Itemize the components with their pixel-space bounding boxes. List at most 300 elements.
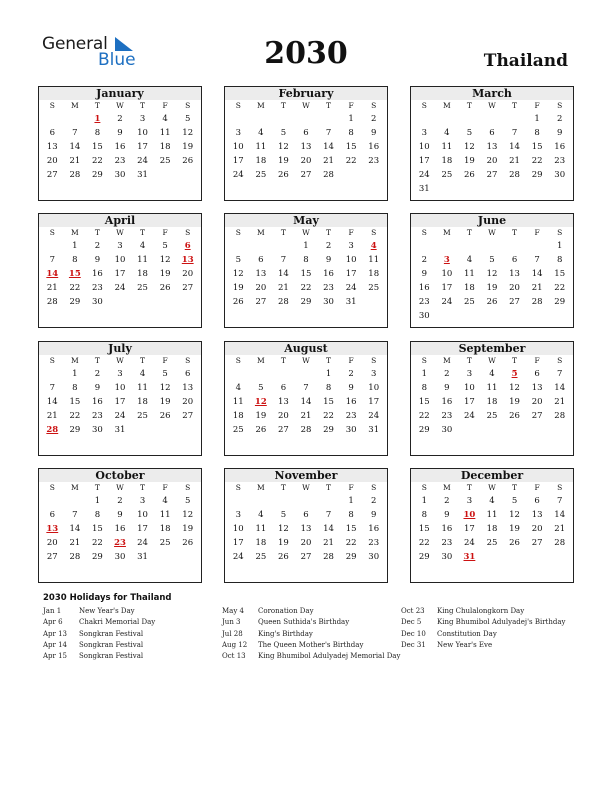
month-title: April [39, 214, 201, 227]
holiday-name: New Year's Eve [437, 640, 493, 649]
day-cell: 22 [418, 411, 430, 421]
day-cell: 20 [255, 283, 267, 293]
day-cell: 14 [531, 269, 543, 279]
day-cell: 17 [232, 538, 244, 548]
day-cell: 22 [531, 156, 543, 166]
empty-cell [64, 112, 87, 126]
weekday-label: F [534, 483, 540, 492]
weekday-label: S [371, 101, 377, 110]
weekday-header [39, 227, 201, 239]
empty-cell [227, 239, 250, 253]
holiday-entry [401, 617, 581, 628]
day-cell: 17 [114, 269, 126, 279]
day-cell: 3 [421, 128, 427, 138]
day-cell: 30 [323, 297, 334, 307]
empty-cell [317, 112, 340, 126]
weekday-label: S [371, 483, 377, 492]
day-cell: 16 [441, 397, 453, 407]
day-cell: 27 [300, 170, 312, 180]
day-cell: 7 [534, 255, 540, 265]
day-cell: 7 [49, 255, 55, 265]
month-july [38, 341, 202, 456]
day-cell: 6 [258, 255, 264, 265]
day-cell: 3 [235, 510, 241, 520]
holiday-day-cell: 1 [94, 114, 101, 124]
day-cell: 19 [486, 283, 498, 293]
empty-cell [41, 112, 64, 126]
day-cell: 20 [300, 538, 312, 548]
weekday-label: S [49, 101, 55, 110]
day-cell: 13 [46, 142, 58, 152]
day-cell: 21 [531, 283, 543, 293]
day-cell: 24 [368, 411, 380, 421]
day-cell: 5 [489, 255, 495, 265]
holiday-date: Jan 1 [43, 607, 62, 615]
day-cell: 19 [232, 283, 244, 293]
month-october [38, 468, 202, 583]
day-cell: 29 [92, 552, 103, 562]
day-cell: 2 [117, 114, 123, 124]
day-cell: 9 [556, 128, 563, 138]
day-cell: 7 [556, 496, 563, 506]
weekday-label: T [466, 356, 472, 365]
weekday-label: T [326, 101, 332, 110]
day-grid [225, 239, 387, 309]
weekday-header [39, 355, 201, 367]
day-cell: 19 [278, 156, 289, 166]
day-cell: 3 [139, 496, 146, 506]
day-cell: 7 [49, 383, 55, 393]
day-cell: 18 [486, 397, 498, 407]
day-cell: 7 [303, 383, 309, 393]
weekday-label: S [235, 228, 241, 237]
weekday-header [411, 355, 573, 367]
weekday-label: F [348, 356, 354, 365]
day-cell: 5 [162, 241, 168, 251]
day-cell: 17 [464, 397, 475, 407]
day-cell: 13 [509, 269, 520, 279]
day-cell: 1 [534, 114, 540, 124]
day-cell: 8 [94, 128, 101, 138]
day-cell: 11 [159, 510, 171, 520]
day-cell: 30 [441, 552, 453, 562]
day-cell: 14 [554, 510, 566, 520]
day-cell: 28 [554, 411, 566, 421]
day-cell: 17 [232, 156, 244, 166]
weekday-header [411, 482, 573, 494]
day-cell: 6 [534, 369, 540, 379]
weekday-label: S [235, 101, 241, 110]
holiday-date: Oct 23 [401, 607, 425, 615]
day-cell: 31 [137, 170, 148, 180]
empty-cell [250, 367, 273, 381]
weekday-label: W [488, 356, 496, 365]
day-cell: 4 [258, 128, 264, 138]
day-cell: 25 [486, 411, 498, 421]
day-cell: 1 [421, 369, 427, 379]
day-cell: 22 [345, 156, 357, 166]
day-cell: 8 [421, 510, 427, 520]
weekday-label: T [140, 483, 146, 492]
month-june [410, 213, 574, 328]
day-cell: 24 [441, 297, 453, 307]
day-cell: 30 [92, 297, 103, 307]
day-cell: 6 [303, 128, 309, 138]
day-cell: 7 [280, 255, 287, 265]
empty-cell [272, 239, 295, 253]
weekday-label: S [49, 483, 55, 492]
weekday-label: T [94, 483, 100, 492]
day-cell: 21 [323, 538, 334, 548]
day-cell: 7 [556, 369, 563, 379]
holiday-day-cell: 10 [463, 510, 476, 520]
day-cell: 7 [511, 128, 518, 138]
day-cell: 23 [441, 538, 453, 548]
day-cell: 24 [114, 411, 126, 421]
day-cell: 19 [159, 269, 171, 279]
day-cell: 29 [69, 297, 81, 307]
day-cell: 3 [466, 496, 473, 506]
day-cell: 21 [69, 538, 81, 548]
day-cell: 15 [345, 524, 357, 534]
day-cell: 10 [368, 383, 380, 393]
day-cell: 28 [554, 538, 566, 548]
day-cell: 5 [184, 114, 191, 124]
empty-cell [272, 494, 295, 508]
day-cell: 13 [300, 142, 312, 152]
day-cell: 4 [162, 496, 168, 506]
day-cell: 22 [92, 156, 103, 166]
day-cell: 2 [444, 496, 450, 506]
weekday-label: S [421, 483, 427, 492]
weekday-label: M [257, 101, 265, 110]
day-cell: 11 [255, 524, 267, 534]
weekday-label: S [421, 228, 427, 237]
empty-cell [413, 112, 436, 126]
day-cell: 30 [418, 311, 430, 321]
day-cell: 18 [255, 156, 267, 166]
day-cell: 29 [554, 297, 566, 307]
month-title: September [411, 342, 573, 355]
day-cell: 8 [94, 510, 101, 520]
day-cell: 27 [509, 297, 520, 307]
day-cell: 21 [554, 524, 566, 534]
weekday-label: T [512, 483, 518, 492]
day-cell: 21 [46, 411, 58, 421]
day-cell: 6 [280, 383, 287, 393]
holiday-day-cell: 13 [181, 255, 194, 265]
day-cell: 16 [114, 142, 126, 152]
day-cell: 23 [114, 156, 126, 166]
day-cell: 20 [46, 538, 58, 548]
day-cell: 9 [421, 269, 427, 279]
day-cell: 24 [418, 170, 430, 180]
holiday-day-cell: 31 [463, 552, 476, 562]
day-cell: 25 [159, 538, 171, 548]
day-cell: 28 [278, 297, 289, 307]
weekday-label: W [116, 483, 124, 492]
day-cell: 3 [139, 114, 146, 124]
day-cell: 12 [486, 269, 498, 279]
day-cell: 12 [182, 128, 194, 138]
day-cell: 18 [137, 397, 148, 407]
day-cell: 11 [137, 255, 148, 265]
day-cell: 27 [300, 552, 312, 562]
day-cell: 1 [72, 241, 78, 251]
weekday-label: T [466, 228, 472, 237]
weekday-label: M [443, 101, 451, 110]
weekday-label: W [116, 356, 124, 365]
day-cell: 17 [368, 397, 380, 407]
holiday-entry [222, 651, 402, 662]
day-cell: 19 [278, 538, 289, 548]
holiday-entry [43, 617, 223, 628]
weekday-label: S [185, 101, 191, 110]
day-cell: 3 [348, 241, 354, 251]
month-title: November [225, 469, 387, 482]
day-cell: 15 [418, 397, 430, 407]
day-cell: 27 [46, 170, 58, 180]
empty-cell [227, 494, 250, 508]
day-cell: 5 [280, 128, 287, 138]
day-cell: 11 [464, 269, 475, 279]
day-cell: 30 [114, 170, 126, 180]
weekday-label: T [512, 228, 518, 237]
holiday-day-cell: 5 [511, 369, 518, 379]
day-cell: 9 [444, 383, 450, 393]
empty-cell [41, 494, 64, 508]
holiday-date: May 4 [222, 607, 244, 615]
day-cell: 17 [345, 269, 357, 279]
day-cell: 16 [114, 524, 126, 534]
day-cell: 25 [159, 156, 171, 166]
day-cell: 18 [159, 524, 171, 534]
day-cell: 4 [489, 369, 495, 379]
weekday-header [225, 227, 387, 239]
month-title: June [411, 214, 573, 227]
empty-cell [64, 494, 87, 508]
holiday-entry [43, 629, 223, 640]
day-cell: 8 [534, 128, 540, 138]
weekday-label: W [488, 483, 496, 492]
day-cell: 26 [182, 538, 194, 548]
weekday-label: M [443, 228, 451, 237]
day-cell: 7 [325, 510, 332, 520]
holiday-date: Apr 14 [43, 640, 68, 649]
day-grid [225, 494, 387, 564]
day-cell: 4 [489, 496, 495, 506]
day-cell: 2 [117, 496, 123, 506]
month-december [410, 468, 574, 583]
day-cell: 11 [441, 142, 453, 152]
holiday-entry [222, 629, 402, 640]
holiday-date: Dec 31 [401, 640, 426, 649]
day-cell: 24 [464, 538, 475, 548]
holiday-day-cell: 12 [254, 397, 267, 407]
weekday-label: T [326, 483, 332, 492]
day-cell: 12 [278, 142, 289, 152]
day-grid [225, 367, 387, 437]
empty-cell [272, 367, 295, 381]
day-cell: 22 [554, 283, 566, 293]
holiday-date: Oct 13 [222, 652, 246, 661]
day-cell: 19 [182, 142, 194, 152]
empty-cell [250, 494, 273, 508]
day-cell: 12 [278, 524, 289, 534]
day-cell: 16 [368, 142, 380, 152]
day-cell: 10 [114, 383, 126, 393]
month-title: July [39, 342, 201, 355]
day-cell: 21 [323, 156, 334, 166]
holiday-column [43, 606, 223, 662]
day-cell: 9 [117, 128, 123, 138]
day-cell: 28 [69, 552, 81, 562]
day-cell: 14 [278, 269, 289, 279]
day-cell: 1 [348, 496, 354, 506]
holiday-date: Apr 13 [43, 629, 68, 638]
day-cell: 17 [464, 524, 475, 534]
weekday-label: F [534, 101, 540, 110]
day-grid [39, 239, 201, 309]
weekday-label: M [71, 356, 79, 365]
month-november [224, 468, 388, 583]
weekday-label: S [421, 356, 427, 365]
day-cell: 10 [464, 383, 475, 393]
day-cell: 30 [114, 552, 126, 562]
day-cell: 29 [418, 425, 430, 435]
day-cell: 6 [489, 128, 495, 138]
weekday-label: S [557, 356, 563, 365]
holiday-day-cell: 4 [370, 241, 377, 251]
day-cell: 3 [117, 241, 123, 251]
day-cell: 16 [345, 397, 357, 407]
day-cell: 9 [117, 510, 123, 520]
day-cell: 29 [300, 297, 312, 307]
day-cell: 13 [486, 142, 498, 152]
day-cell: 23 [323, 283, 334, 293]
day-cell: 27 [531, 538, 543, 548]
day-cell: 5 [280, 510, 287, 520]
day-cell: 19 [255, 411, 267, 421]
holiday-name: Constitution Day [437, 629, 497, 638]
empty-cell [458, 239, 481, 253]
day-cell: 5 [235, 255, 241, 265]
weekday-header [411, 227, 573, 239]
day-cell: 4 [162, 114, 168, 124]
holiday-name: King's Birthday [258, 629, 313, 638]
empty-cell [272, 112, 295, 126]
weekday-label: F [348, 228, 354, 237]
country-name: Thailand [483, 51, 568, 71]
day-cell: 18 [255, 538, 267, 548]
day-cell: 8 [303, 255, 309, 265]
day-cell: 10 [232, 142, 244, 152]
empty-cell [295, 112, 318, 126]
holiday-day-cell: 23 [114, 538, 126, 548]
day-cell: 20 [300, 156, 312, 166]
weekday-label: T [280, 228, 286, 237]
day-cell: 23 [554, 156, 566, 166]
holiday-date: Aug 12 [222, 640, 248, 649]
day-cell: 27 [531, 411, 543, 421]
day-cell: 11 [137, 383, 148, 393]
day-cell: 29 [345, 552, 357, 562]
day-cell: 12 [182, 510, 194, 520]
day-cell: 6 [534, 496, 540, 506]
day-cell: 17 [418, 156, 430, 166]
month-title: December [411, 469, 573, 482]
day-cell: 7 [72, 510, 78, 520]
day-grid [411, 112, 573, 196]
day-cell: 14 [69, 524, 81, 534]
day-cell: 1 [94, 496, 101, 506]
day-cell: 18 [137, 269, 148, 279]
day-cell: 27 [486, 170, 498, 180]
holiday-entry [43, 640, 223, 651]
day-grid [411, 239, 573, 323]
day-cell: 20 [182, 397, 194, 407]
day-cell: 19 [159, 397, 171, 407]
day-cell: 24 [464, 411, 475, 421]
weekday-label: T [280, 483, 286, 492]
day-cell: 23 [368, 156, 380, 166]
weekday-label: T [326, 228, 332, 237]
day-cell: 27 [182, 411, 194, 421]
holiday-name: King Bhumibol Adulyadej Memorial Day [258, 652, 401, 661]
day-cell: 22 [300, 283, 312, 293]
day-cell: 28 [509, 170, 520, 180]
day-cell: 15 [69, 397, 81, 407]
holiday-name: Songkran Festival [79, 652, 144, 661]
day-cell: 26 [486, 297, 498, 307]
day-cell: 10 [114, 255, 126, 265]
weekday-label: S [185, 483, 191, 492]
day-cell: 25 [255, 170, 267, 180]
day-cell: 1 [348, 114, 354, 124]
weekday-label: T [280, 356, 286, 365]
day-cell: 25 [464, 297, 475, 307]
day-cell: 12 [159, 383, 171, 393]
holiday-column [222, 606, 402, 662]
day-cell: 15 [531, 142, 543, 152]
month-may [224, 213, 388, 328]
day-cell: 25 [486, 538, 498, 548]
day-cell: 18 [441, 156, 453, 166]
day-cell: 26 [182, 156, 194, 166]
day-cell: 31 [368, 425, 380, 435]
weekday-label: F [162, 483, 168, 492]
day-cell: 14 [509, 142, 520, 152]
day-cell: 16 [368, 524, 380, 534]
weekday-label: T [94, 101, 100, 110]
weekday-label: W [116, 101, 124, 110]
weekday-label: S [557, 483, 563, 492]
day-cell: 25 [137, 283, 148, 293]
day-cell: 24 [137, 538, 148, 548]
holiday-day-cell: 15 [68, 269, 81, 279]
weekday-label: T [512, 101, 518, 110]
empty-cell [250, 239, 273, 253]
weekday-label: T [466, 483, 472, 492]
weekday-label: S [557, 101, 563, 110]
weekday-label: M [257, 483, 265, 492]
day-cell: 3 [370, 369, 377, 379]
day-cell: 9 [348, 383, 354, 393]
weekday-label: F [162, 356, 168, 365]
weekday-label: S [557, 228, 563, 237]
day-cell: 21 [278, 283, 289, 293]
day-cell: 18 [159, 142, 171, 152]
